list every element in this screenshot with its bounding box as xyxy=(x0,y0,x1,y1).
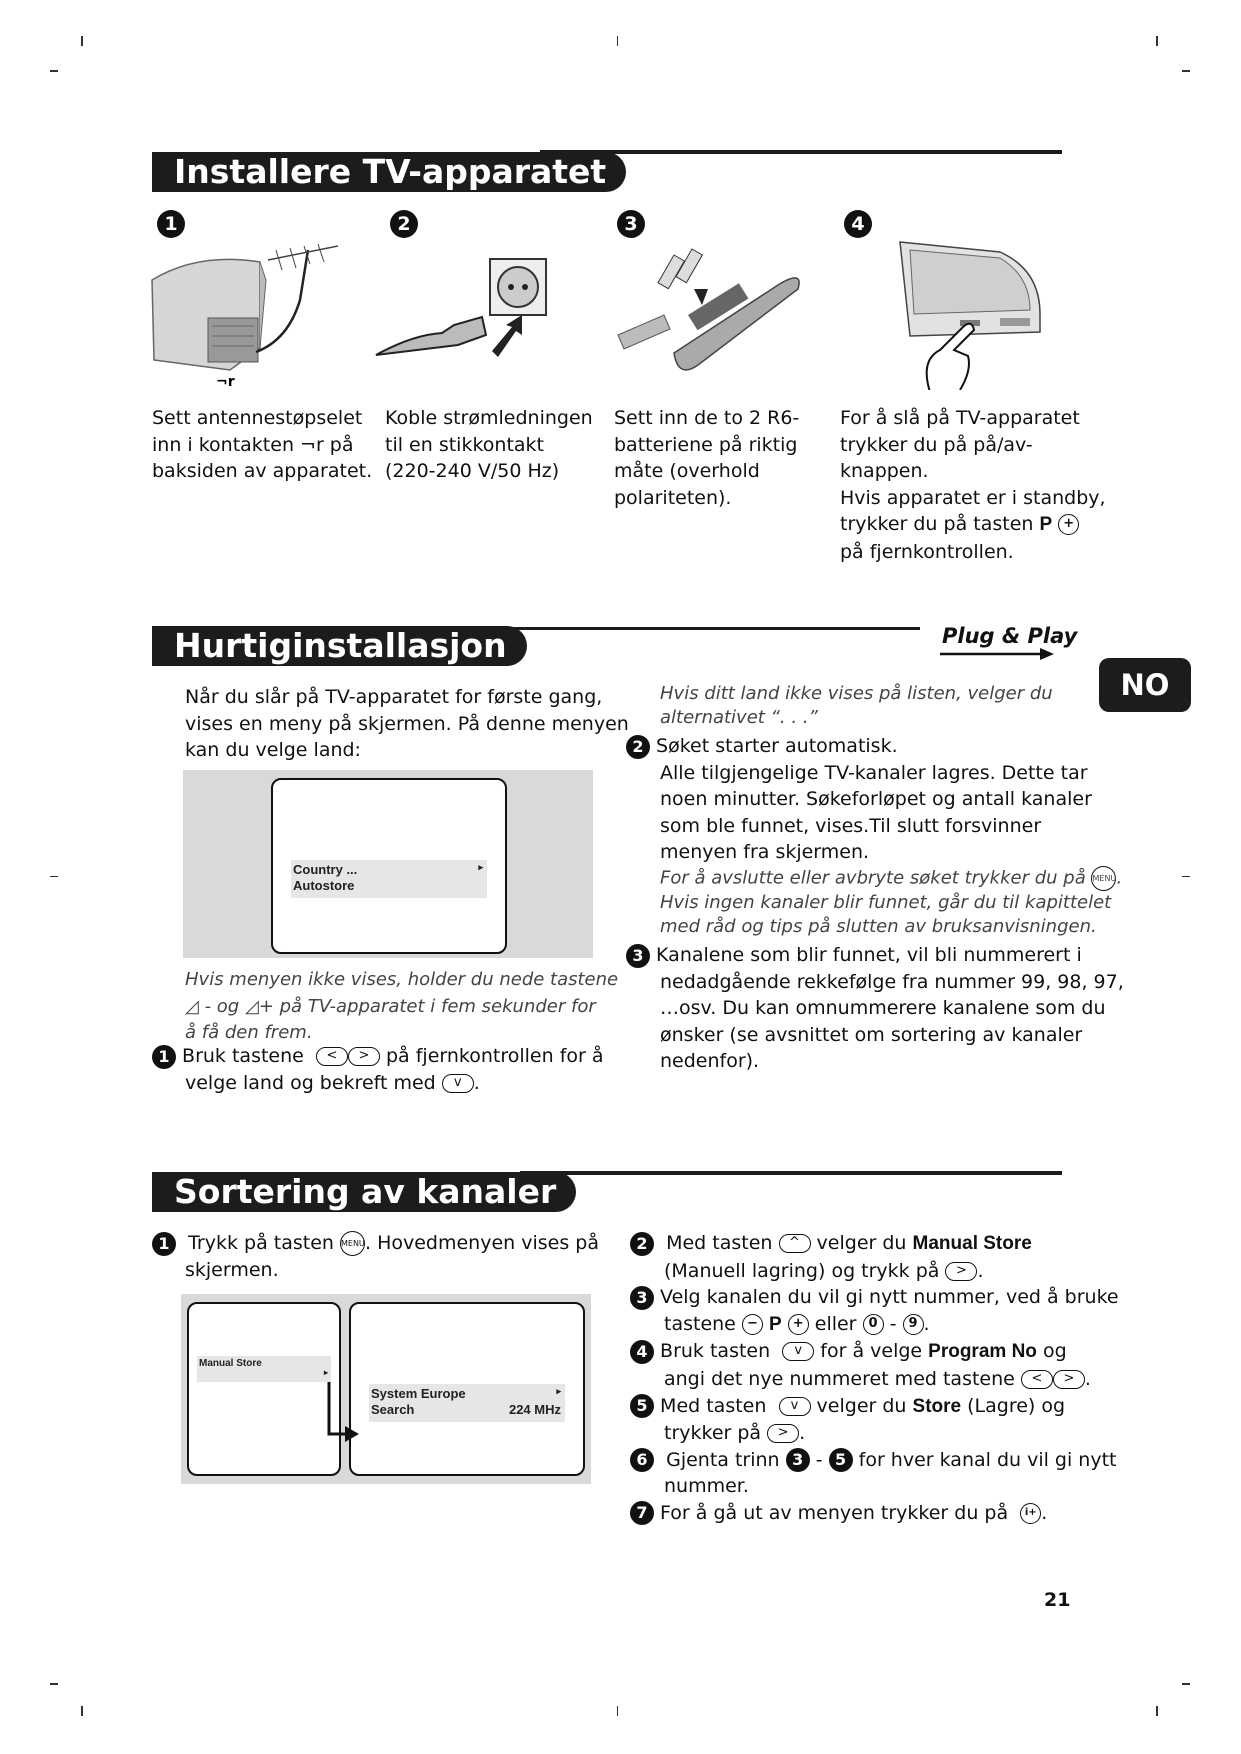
tv-screen-manual-store xyxy=(349,1302,585,1476)
minus-key-icon: − xyxy=(742,1314,763,1335)
install-step-4-text: For å slå på TV-apparatet trykker du på på/av- knappen. Hvis apparatet er i standby, trykker du på tasten P + på fjernkontrollen. xyxy=(840,407,1106,563)
step-number-4: 4 xyxy=(844,210,872,238)
step-number: 1 xyxy=(152,1232,176,1256)
section-title-quick-install: Hurtiginstallasjon xyxy=(152,626,527,666)
sort-step-4: 4 Bruk tasten v for å velge Program No og xyxy=(630,1338,1119,1366)
power-plug-illustration xyxy=(372,255,562,375)
section-rule xyxy=(470,627,920,630)
menu-item-country: Country ... xyxy=(293,862,358,877)
menu-item-system: System Europe xyxy=(371,1386,466,1401)
section-title-sort-channels: Sortering av kanaler xyxy=(152,1172,576,1212)
sort-step-3: 3 Velg kanalen du vil gi nytt nummer, ved å bruke xyxy=(630,1284,1119,1311)
svg-text:¬r: ¬r xyxy=(216,374,235,390)
crop-mark xyxy=(1156,36,1158,46)
crop-mark xyxy=(81,1706,83,1716)
section-rule xyxy=(520,1171,1062,1175)
step-number: 2 xyxy=(626,735,650,759)
section-rule xyxy=(540,150,1062,154)
sort-steps-right: 2 Med tasten ^ velger du Manual Store (Manuell lagring) og trykk på > . 3 Velg kanalen du vil gi nytt nummer, ved å bruke tastene − P + eller 0 - 9 . 4 Bruk tasten v for å velge Program No og angi det nye nummeret med tastene < > . 5 Med tasten v velger du Store (Lagre) og trykker på > . 6 Gjenta trinn 3 - 5 for hver kanal du vil gi nytt nummer. 7 For å gå ut av menyen trykker du på i+ . xyxy=(630,1230,1119,1527)
crop-mark xyxy=(1182,70,1190,72)
crop-mark xyxy=(617,1706,618,1716)
right-key-icon: > xyxy=(1053,1370,1085,1389)
plug-and-play-logo: Plug & Play xyxy=(942,624,1078,648)
install-step-3-text: Sett inn de to 2 R6- batteriene på riktig måte (overhold polariteten). xyxy=(614,407,800,509)
left-key-icon: < xyxy=(1021,1370,1053,1389)
menu-key-icon: MENU xyxy=(340,1231,365,1256)
menu-item-search: Search xyxy=(371,1402,415,1417)
volume-up-icon: ◿ xyxy=(244,995,259,1017)
right-key-icon: > xyxy=(945,1262,977,1281)
manual-store-submenu xyxy=(369,1384,565,1422)
quick-install-note: Hvis menyen ikke vises, holder du nede tastene ◿ - og ◿+ på TV-apparatet i fem sekunder for å få den frem. xyxy=(185,969,619,1043)
quick-install-step-3: 3 Kanalene som blir funnet, vil bli nummerert i nedadgående rekkefølge fra nummer 99, 98, 97, …osv. Du kan omnummerere kanalene som du ønsker (se avsnittet om sortering av kanaler nedenfor). xyxy=(626,942,1124,1075)
crop-mark xyxy=(1182,876,1190,877)
menu-item-frequency: 224 MHz xyxy=(508,1402,561,1417)
step-number: 1 xyxy=(152,1045,176,1069)
plus-key-icon: + xyxy=(788,1314,809,1335)
install-step-2-text: Koble strømledningen til en stikkontakt (220-240 V/50 Hz) xyxy=(385,407,593,482)
plus-key-icon: + xyxy=(1058,514,1079,535)
info-key-icon: i+ xyxy=(1020,1503,1041,1524)
quick-install-step-2: 2 Søket starter automatisk. Alle tilgjengelige TV-kanaler lagres. Dette tar noen minutter. Søkeforløpet og antall kanaler som ble funnet, vises.Til slutt forsvinner menyen fra skjermen. xyxy=(626,733,1092,866)
menu-key-icon: MENU xyxy=(1091,866,1116,891)
step-number-3: 3 xyxy=(617,210,645,238)
menu-arrow-icon: ▸ xyxy=(478,862,483,872)
crop-mark xyxy=(1182,1683,1190,1685)
crop-mark xyxy=(1156,1706,1158,1716)
crop-mark xyxy=(81,36,83,46)
crop-mark xyxy=(50,1683,58,1685)
tv-antenna-illustration xyxy=(148,240,348,390)
page-number: 21 xyxy=(1044,1589,1071,1611)
quick-install-right-note-2: For å avslutte eller avbryte søket trykker du på MENU. Hvis ingen kanaler blir funnet, går du til kapittelet med råd og tips på slutten av bruksanvisningen. xyxy=(660,867,1123,937)
menu-link-arrow-icon xyxy=(281,1382,361,1452)
step-number-2: 2 xyxy=(390,210,418,238)
up-key-icon: ^ xyxy=(779,1234,811,1253)
sort-step-1: 1 Trykk på tasten MENU. Hovedmenyen vises på skjermen. xyxy=(152,1230,599,1283)
sort-step-2: 2 Med tasten ^ velger du Manual Store xyxy=(630,1230,1119,1258)
zero-key-icon: 0 xyxy=(863,1314,884,1335)
quick-install-intro: Når du slår på TV-apparatet for første gang, vises en meny på skjermen. På denne menyen kan du velge land: xyxy=(185,686,629,761)
quick-install-right-note-1: Hvis ditt land ikke vises på listen, velger du alternativet “. . .” xyxy=(660,683,1053,728)
plug-play-arrow-icon xyxy=(940,648,1056,660)
menu-arrow-icon: ▸ xyxy=(323,1368,328,1377)
manual-store-menu-item: Manual Store ▸ xyxy=(197,1356,331,1382)
language-badge: NO xyxy=(1099,658,1191,712)
sort-step-7: 7 For å gå ut av menyen trykker du på i+ . xyxy=(630,1500,1119,1527)
install-step-1-text: Sett antennestøpselet inn i kontakten ¬r på baksiden av apparatet. xyxy=(152,407,373,482)
section-title-install: Installere TV-apparatet xyxy=(152,152,626,192)
tv-screen xyxy=(271,778,507,954)
quick-install-step-1: 1 Bruk tastene < > på fjernkontrollen for å velge land og bekreft med v . xyxy=(152,1043,604,1096)
crop-mark xyxy=(50,876,58,877)
volume-down-icon: ◿ xyxy=(185,995,199,1017)
down-key-icon: v xyxy=(442,1074,474,1093)
sort-step-5: 5 Med tasten v velger du Store (Lagre) og xyxy=(630,1393,1119,1421)
right-key-icon: > xyxy=(348,1047,380,1066)
power-button-illustration xyxy=(880,240,1060,390)
menu-item-autostore: Autostore xyxy=(293,878,355,893)
right-key-icon: > xyxy=(767,1424,799,1443)
remote-batteries-illustration xyxy=(608,245,808,375)
step-number: 3 xyxy=(626,944,650,968)
left-key-icon: < xyxy=(316,1047,348,1066)
menu-arrow-icon: ▸ xyxy=(556,1386,561,1396)
crop-mark xyxy=(617,36,618,46)
crop-mark xyxy=(50,70,58,72)
nine-key-icon: 9 xyxy=(903,1314,924,1335)
down-key-icon: v xyxy=(782,1342,814,1361)
step-number-1: 1 xyxy=(157,210,185,238)
sort-step-6: 6 Gjenta trinn 3 - 5 for hver kanal du vil gi nytt xyxy=(630,1447,1119,1474)
sort-menu-panel xyxy=(181,1294,591,1484)
menu-screen-panel xyxy=(183,770,593,958)
country-menu xyxy=(291,860,487,898)
down-key-icon: v xyxy=(779,1397,811,1416)
